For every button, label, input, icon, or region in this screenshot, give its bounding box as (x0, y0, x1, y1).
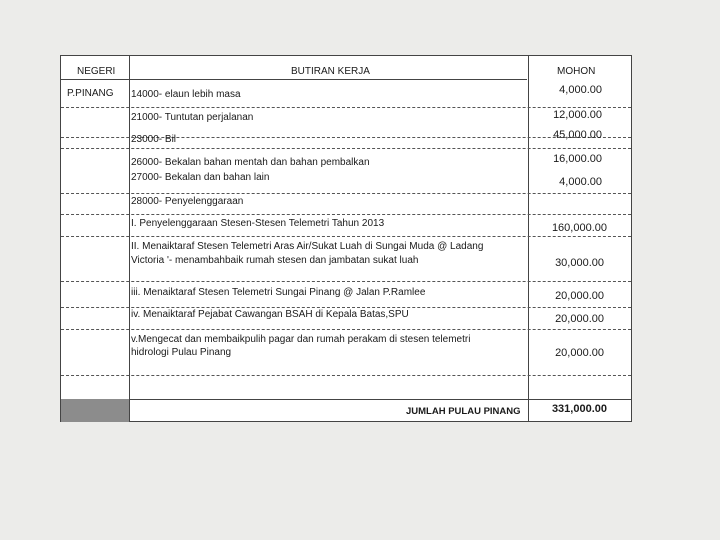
column-divider (129, 56, 130, 421)
row-divider (61, 193, 631, 194)
row-divider (61, 281, 631, 282)
total-amount: 331,000.00 (551, 403, 607, 415)
total-row-shading (61, 399, 129, 422)
row-divider (61, 107, 631, 108)
header-mohon: MOHON (557, 66, 596, 77)
row-divider (61, 236, 631, 237)
item-amount: 45,000.00 (553, 129, 602, 141)
item-text: I. Penyelenggaraan Stesen-Stesen Telemetri Tahun 2013 (131, 218, 385, 229)
header-butiran-kerja: BUTIRAN KERJA (291, 66, 370, 77)
item-text-line2: Victoria '- menambahbaik rumah stesen dan jambatan sukat luah (131, 255, 419, 266)
item-text-line2: hidrologi Pulau Pinang (131, 347, 232, 358)
item-amount: 20,000.00 (555, 290, 604, 302)
row-divider (61, 148, 631, 149)
header-negeri: NEGERI (77, 66, 116, 77)
item-text: iii. Menaiktaraf Stesen Telemetri Sungai Pinang @ Jalan P.Ramlee (131, 287, 426, 298)
total-label: JUMLAH PULAU PINANG (406, 406, 521, 417)
item-text-line1: v.Mengecat dan membaikpulih pagar dan rumah perakam di stesen telemetri (131, 334, 471, 345)
item-text: 28000- Penyelenggaraan (131, 196, 244, 207)
item-amount: 20,000.00 (555, 313, 604, 325)
item-text: 14000- elaun lebih masa (131, 89, 241, 100)
row-divider (61, 79, 527, 80)
row-divider (61, 329, 631, 330)
row-divider (61, 375, 631, 376)
item-amount: 30,000.00 (555, 257, 604, 269)
item-amount: 4,000.00 (559, 176, 602, 188)
item-amount: 20,000.00 (555, 347, 604, 359)
row-divider (61, 399, 631, 400)
state-name: P.PINANG (67, 88, 114, 99)
item-text: 27000- Bekalan dan bahan lain (131, 172, 270, 183)
item-text: iv. Menaiktaraf Pejabat Cawangan BSAH di Kepala Batas,SPU (131, 309, 409, 320)
item-text: 23000- Bil (131, 134, 177, 145)
item-text: 21000- Tuntutan perjalanan (131, 112, 254, 123)
item-amount: 16,000.00 (553, 153, 602, 165)
row-divider (61, 307, 631, 308)
row-divider (61, 214, 631, 215)
item-amount: 160,000.00 (551, 222, 607, 234)
item-text-line1: II. Menaiktaraf Stesen Telemetri Aras Air/Sukat Luah di Sungai Muda @ Ladang (131, 241, 484, 252)
budget-table (60, 55, 632, 422)
item-amount: 4,000.00 (559, 84, 602, 96)
item-amount: 12,000.00 (553, 109, 602, 121)
item-text: 26000- Bekalan bahan mentah dan bahan pembalkan (131, 157, 370, 168)
